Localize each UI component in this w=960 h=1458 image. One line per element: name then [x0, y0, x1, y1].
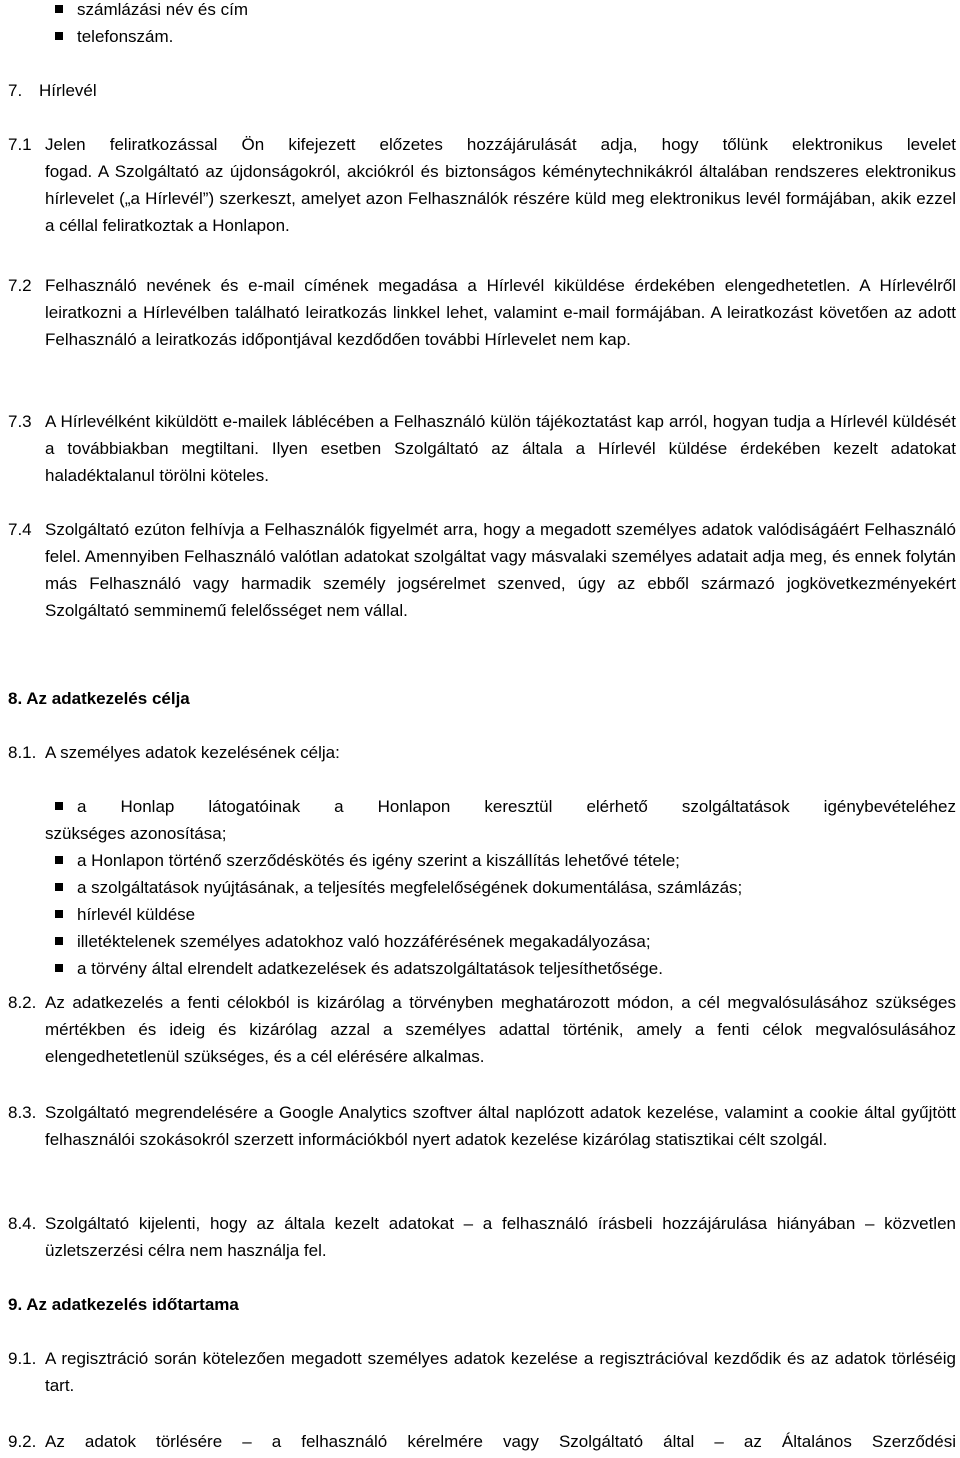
list-item: hírlevél küldése: [8, 901, 956, 928]
section-9-heading: 9. Az adatkezelés időtartama: [8, 1295, 239, 1314]
paragraph-8-1: 8.1. A személyes adatok kezelésének célja:: [8, 743, 340, 762]
paragraph-8-4: 8.4. Szolgáltató kijelenti, hogy az általa kezelt adatokat – a felhasználó írásbeli hozzájárulása hiányában – közvetlen üzletszerzési célra nem használja fel.: [8, 1214, 956, 1260]
paragraph-9-1: 9.1. A regisztráció során kötelezően megadott személyes adatok kezelése a regisztrációval kezdődik és az adatok törléséig tart.: [8, 1349, 956, 1395]
paragraph-7-1: 7.1 Jelen feliratkozással Ön kifejezett előzetes hozzájárulását adja, hogy tőlünk elektronikus levelet fogad. A Szolgáltató az újdonságokról, akciókról és biztonságos kéménytechnikákról általában rendszeres elektronikus hírlevelet („a Hírlevél”) szerkeszt, amelyet azon Felhasználók részére küld meg elektronikus levél formájában, akik ezzel a céllal feliratkoztak a Honlapon.: [8, 135, 956, 235]
list-item: a törvény által elrendelt adatkezelések és adatszolgáltatások teljesíthetősége.: [8, 955, 956, 982]
list-item: illetéktelenek személyes adatokhoz való hozzáférésének megakadályozása;: [8, 928, 956, 955]
section-8-heading: 8. Az adatkezelés célja: [8, 689, 190, 708]
list-item-continuation: szükséges azonosítása;: [45, 824, 227, 843]
list-item: a Honlapon történő szerződéskötés és igény szerint a kiszállítás lehetővé tétele;: [8, 847, 956, 874]
purpose-bullet-list: [8, 793, 956, 982]
list-item: számlázási név és cím: [8, 0, 956, 23]
paragraph-7-3: 7.3 A Hírlevélként kiküldött e-mailek láblécében a Felhasználó külön tájékoztatást kap arról, hogyan tudja a Hírlevél küldését a továbbiakban megtiltani. Ilyen esetben Szolgáltató az általa a Hírlevél küldése érdekében kezelt adatokat haladéktalanul törölni köteles.: [8, 412, 956, 485]
list-item: a Honlap látogatóinak a Honlapon keresztül elérhető szolgáltatások igénybevételéhez: [8, 793, 956, 820]
paragraph-8-3: 8.3. Szolgáltató megrendelésére a Google Analytics szoftver által naplózott adatok kezelése, valamint a cookie által gyűjtött felhasználói szokásokról szerzett információkból nyert adatok kezelése kizárólag statisztikai célt szolgál.: [8, 1103, 956, 1149]
section-7-heading: 7. Hírlevél: [8, 81, 97, 100]
list-item: a szolgáltatások nyújtásának, a teljesítés megfelelőségének dokumentálása, számlázás;: [8, 874, 956, 901]
paragraph-7-2: 7.2 Felhasználó nevének és e-mail címének megadása a Hírlevél kiküldése érdekében elengedhetetlen. A Hírlevélről leiratkozni a Hírlevélben található leiratkozás linkkel lehet, valamint e-mail formájában. A leiratkozást követően az adott Felhasználó a leiratkozás időpontjával kezdődően további Hírlevelet nem kap.: [8, 276, 956, 349]
paragraph-9-2: 9.2. Az adatok törlésére – a felhasználó kérelmére vagy Szolgáltató által – az Általános Szerződési: [8, 1432, 956, 1451]
paragraph-7-4: 7.4 Szolgáltató ezúton felhívja a Felhasználók figyelmét arra, hogy a megadott személyes adatok valódiságáért Felhasználó felel. Amennyiben Felhasználó valótlan adatokat szolgáltat vagy másvalaki személyes adatait adja meg, és ennek folytán más Felhasználó vagy harmadik személy jogsérelmet szenved, úgy az ebből származó jogkövetkezményekért Szolgáltató semminemű felelősséget nem vállal.: [8, 520, 956, 620]
list-item: telefonszám.: [8, 23, 956, 50]
paragraph-8-2: 8.2. Az adatkezelés a fenti célokból is kizárólag a törvényben meghatározott módon, a cél megvalósulásához szükséges mértékben és ideig és kizárólag azzal a személyes adattal történik, amely a fenti célok megvalósulásához elengedhetetlenül szükséges, és a cél elérésére alkalmas.: [8, 993, 956, 1066]
bullet-list-top: [8, 0, 956, 50]
